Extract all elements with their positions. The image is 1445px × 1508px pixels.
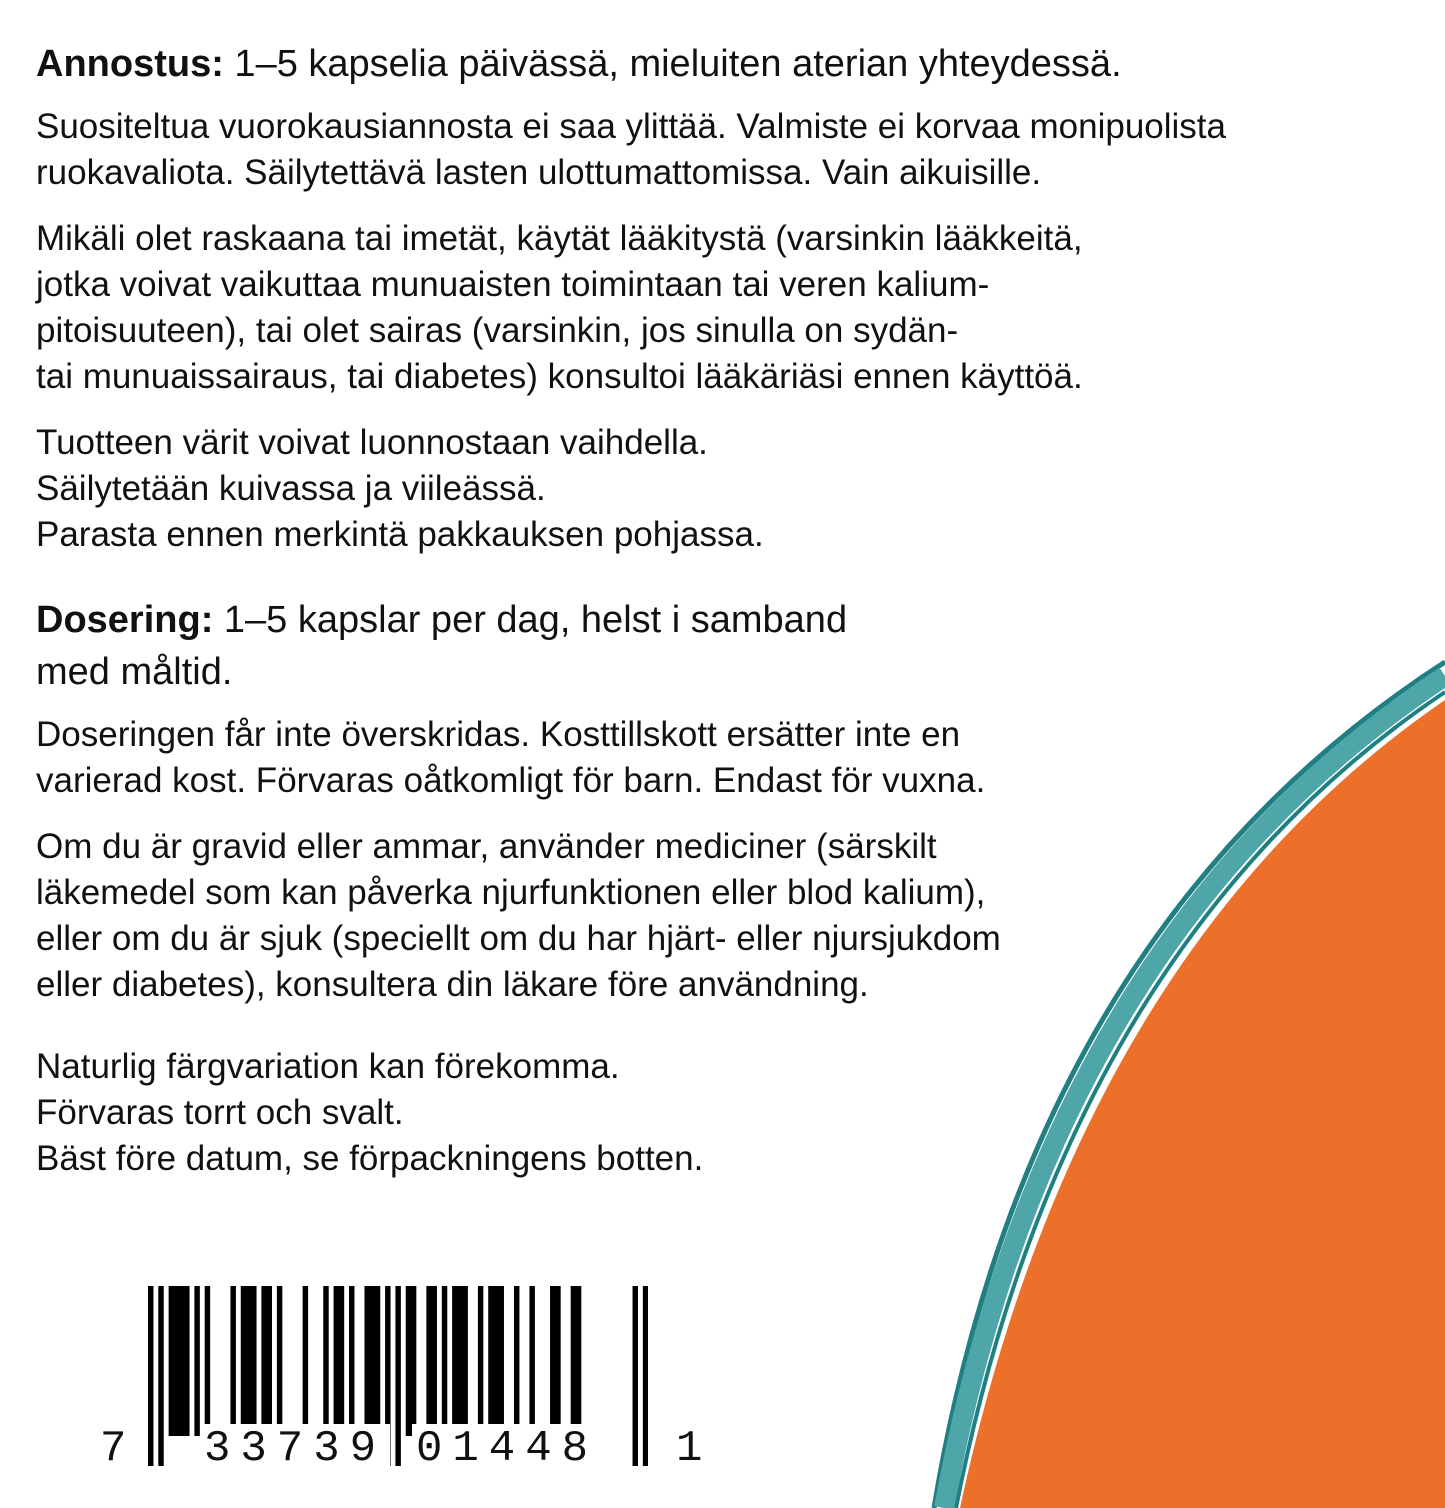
barcode-bar <box>251 1286 256 1436</box>
sv-dosage-text: 1–5 kapslar per dag, helst i samband <box>213 599 848 641</box>
barcode-bar <box>339 1286 344 1436</box>
barcode-bar <box>499 1286 504 1436</box>
sv-storage-line: Bäst före datum, se förpackningens botten. <box>36 1139 704 1178</box>
fi-consult-line: Mikäli olet raskaana tai imetät, käytät lääkitystä (varsinkin lääkkeitä, <box>36 219 1083 258</box>
sv-dosage-text-cont: med måltid. <box>36 651 233 693</box>
barcode-bar <box>462 1286 467 1436</box>
barcode-bar <box>571 1286 576 1436</box>
sv-consult <box>36 824 1416 1008</box>
sv-storage-line: Naturlig färgvariation kan förekomma. <box>36 1047 620 1086</box>
barcode-bar <box>457 1286 462 1436</box>
barcode-bar <box>323 1286 328 1436</box>
sv-warning-line: varierad kost. Förvaras oåtkomligt för barn. Endast för vuxna. <box>36 761 986 800</box>
barcode-guard-bar <box>643 1286 648 1466</box>
fi-consult <box>36 216 1416 400</box>
barcode-bar <box>230 1286 235 1436</box>
sv-consult-line: läkemedel som kan påverka njurfunktionen eller blod kalium), <box>36 873 986 912</box>
ean-barcode <box>96 1286 716 1486</box>
sv-warning <box>36 712 1416 804</box>
barcode-bar <box>514 1286 519 1436</box>
barcode-guard-bar <box>148 1286 153 1466</box>
barcode-bar <box>478 1286 483 1436</box>
barcode-guard-bar <box>633 1286 638 1466</box>
barcode-bar <box>452 1286 457 1436</box>
sv-storage <box>36 1044 1416 1182</box>
barcode-check-digit: 1 <box>672 1424 716 1474</box>
barcode-bar <box>493 1286 498 1436</box>
fi-storage-line: Säilytetään kuivassa ja viileässä. <box>36 469 546 508</box>
barcode-bar <box>488 1286 493 1436</box>
barcode-bar <box>267 1286 272 1436</box>
barcode-bar <box>529 1286 534 1436</box>
fi-storage-line: Parasta ennen merkintä pakkauksen pohjassa. <box>36 515 764 554</box>
barcode-bar <box>411 1286 416 1436</box>
fi-storage <box>36 420 1416 558</box>
sv-consult-line: eller om du är sjuk (speciellt om du har hjärt- eller njursjukdom <box>36 919 1001 958</box>
barcode-bar <box>349 1286 354 1436</box>
barcode-guard-bar <box>158 1286 163 1466</box>
barcode-right-group: 01448 <box>412 1424 602 1474</box>
barcode-bar <box>364 1286 369 1436</box>
barcode-bar <box>375 1286 380 1436</box>
fi-storage-line: Tuotteen värit voivat luonnostaan vaihdella. <box>36 423 708 462</box>
sv-dosage <box>36 594 1416 698</box>
fi-dosage-text: 1–5 kapselia päivässä, mieluiten aterian yhteydessä. <box>223 43 1122 85</box>
barcode-bar <box>442 1286 447 1436</box>
fi-dosage-label: Annostus: <box>36 43 224 85</box>
fi-dosage <box>36 38 1416 90</box>
barcode-bar <box>370 1286 375 1436</box>
sv-storage-line: Förvaras torrt och svalt. <box>36 1093 404 1132</box>
barcode-bar <box>261 1286 266 1436</box>
barcode-bar <box>334 1286 339 1436</box>
barcode-bar <box>277 1286 282 1436</box>
label-text <box>36 38 1416 1182</box>
sv-dosage-label: Dosering: <box>36 599 214 641</box>
barcode-bar <box>174 1286 179 1436</box>
barcode-bar <box>406 1286 411 1436</box>
barcode-bar <box>550 1286 555 1436</box>
barcode-bar <box>184 1286 189 1436</box>
fi-consult-line: tai munuaissairaus, tai diabetes) konsultoi lääkäriäsi ennen käyttöä. <box>36 357 1083 396</box>
fi-warning <box>36 104 1416 196</box>
fi-consult-line: pitoisuuteen), tai olet sairas (varsinkin, jos sinulla on sydän- <box>36 311 959 350</box>
sv-warning-line: Doseringen får inte överskridas. Kosttillskott ersätter inte en <box>36 715 961 754</box>
fi-warning-line: Suositeltua vuorokausiannosta ei saa ylittää. Valmiste ei korvaa monipuolista <box>36 107 1226 146</box>
barcode-bar <box>432 1286 437 1436</box>
barcode-bar <box>179 1286 184 1436</box>
sv-consult-line: Om du är gravid eller ammar, använder mediciner (särskilt <box>36 827 937 866</box>
barcode-first-digit: 7 <box>96 1424 140 1474</box>
barcode-bar <box>576 1286 581 1436</box>
barcode-bar <box>303 1286 308 1436</box>
barcode-bar <box>246 1286 251 1436</box>
fi-warning-line: ruokavaliota. Säilytettävä lasten ulottumattomissa. Vain aikuisille. <box>36 153 1042 192</box>
fi-consult-line: jotka voivat vaikuttaa munuaisten toimintaan tai veren kalium- <box>36 265 990 304</box>
barcode-bar <box>555 1286 560 1436</box>
barcode-guard-bar <box>395 1286 400 1466</box>
barcode-left-group: 33739 <box>200 1424 390 1474</box>
barcode-bar <box>169 1286 174 1436</box>
barcode-bar <box>205 1286 210 1436</box>
barcode-bar <box>426 1286 431 1436</box>
barcode-bar <box>241 1286 246 1436</box>
barcode-bar <box>194 1286 199 1436</box>
sv-consult-line: eller diabetes), konsultera din läkare före användning. <box>36 965 869 1004</box>
